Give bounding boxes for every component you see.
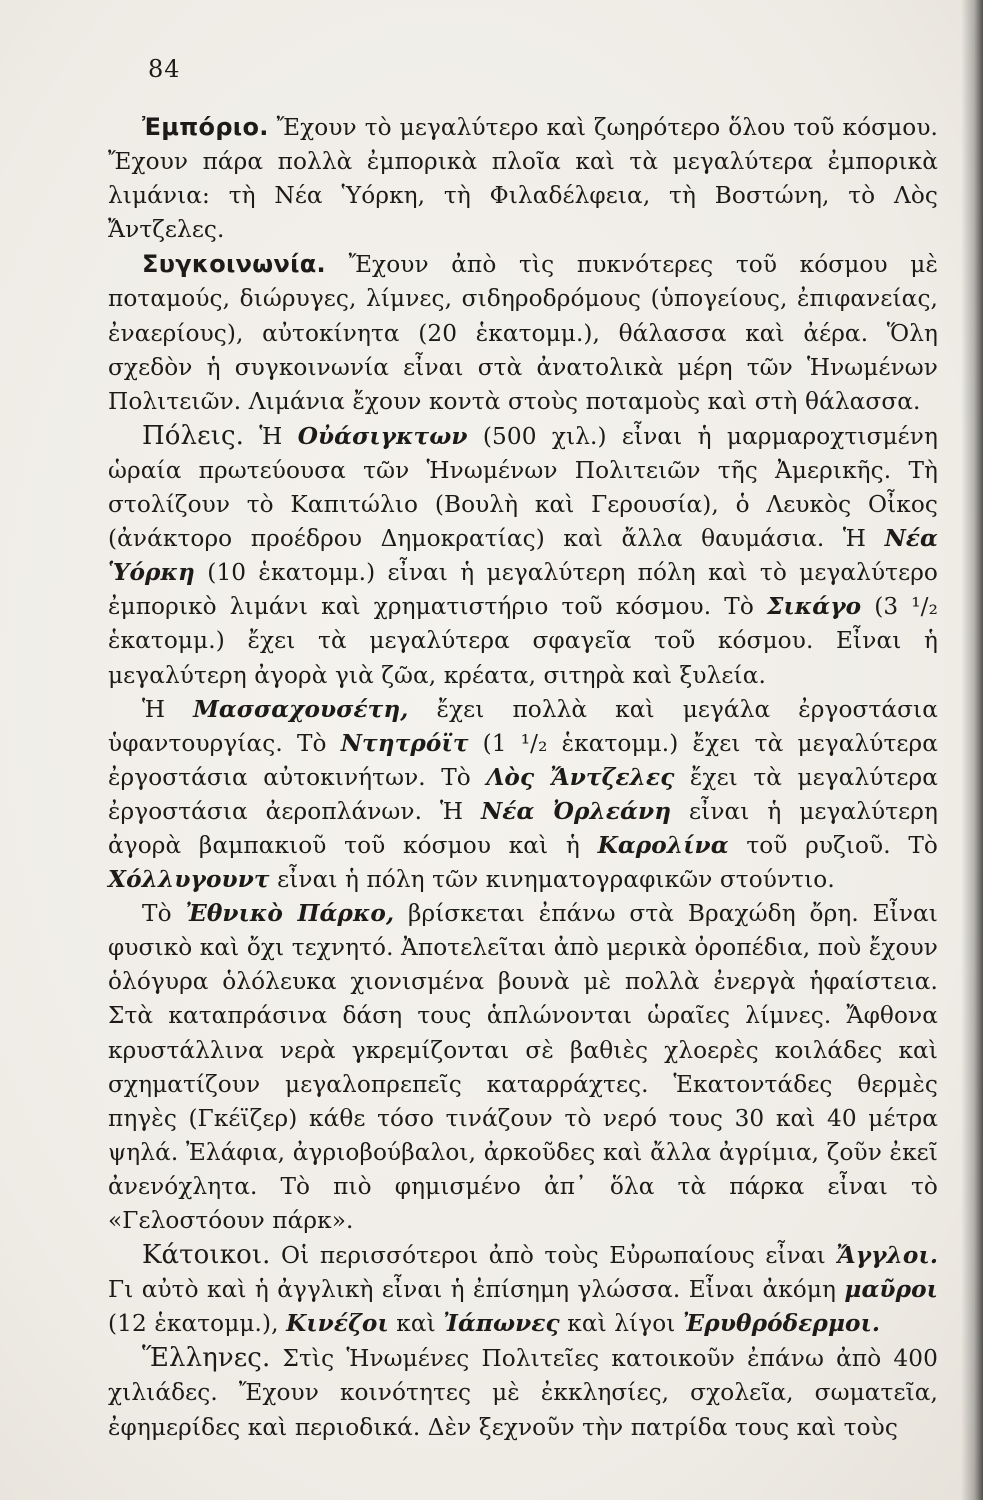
- emphasized-term: Ντητρόϊτ: [340, 729, 469, 757]
- emphasized-term: Χόλλυγουντ: [108, 866, 270, 894]
- text-run: εἶναι ἡ μεγαλύτερη ἀγορὰ βαμπακιοῦ τοῦ κόσμου καὶ ἡ: [108, 797, 939, 859]
- emphasized-term: Καρολίνα: [597, 831, 729, 859]
- text-run: ἔχει πολλὰ καὶ μεγάλα ἐργοστάσια ὑφαντουργίας. Τὸ: [108, 695, 939, 757]
- paragraph: [108, 693, 938, 898]
- text-run: Ἡ: [142, 695, 194, 723]
- text-run: Γι αὐτὸ καὶ ἡ ἀγγλικὴ εἶναι ἡ ἐπίσημη γλώσσα. Εἶναι ἀκόμη: [108, 1276, 845, 1304]
- section-heading: Συγκοινωνία.: [142, 250, 326, 279]
- emphasized-term: Ἄγγλοι.: [836, 1242, 938, 1270]
- emphasized-term: Κινέζοι: [286, 1310, 389, 1338]
- text-run: βρίσκεται ἐπάνω στὰ Βραχώδη ὄρη. Εἶναι φυσικὸ καὶ ὄχι τεχνητό. Ἀποτελεῖται ἀπὸ μερικὰ ὀροπέδια, ποὺ ἔχουν ὁλόγυρα ὁλόλευκα χιονισμένα βουνὰ μὲ πολλὰ ἐνεργὰ ἡφαίστεια. Στὰ καταπράσινα δάση τους ἁπλώνονται ὡραῖες λίμνες. Ἄφθονα κρυστάλλινα νερὰ γκρεμίζονται σὲ βαθιὲς χλοερὲς κοιλάδες καὶ σχηματίζουν μεγαλοπρεπεῖς καταρράχτες. Ἑκατοντάδες θερμὲς πηγὲς (Γκέϊζερ) κάθε τόσο τινάζουν τὸ νερό τους 30 καὶ 40 μέτρα ψηλά. Ἐλάφια, ἀγριοβούβαλοι, ἀρκοῦδες καὶ ἄλλα ἀγρίμια, ζοῦν ἐκεῖ ἀνενόχλητα. Τὸ πιὸ φημισμένο ἀπ᾽ ὅλα τὰ πάρκα εἶναι τὸ «Γελοστόουν πάρκ».: [108, 900, 938, 1234]
- text-run: (500 χιλ.) εἶναι ἡ μαρμαροχτισμένη ὡραία πρωτεύουσα τῶν Ἡνωμένων Πολιτειῶν τῆς Ἀμερικῆς. Τὴ στολίζουν τὸ Καπιτώλιο (Βουλὴ καὶ Γερουσία), ὁ Λευκὸς Οἶκος (ἀνάκτορο προέδρου Δημοκρατίας) καὶ ἄλλα θαυμάσια. Ἡ: [108, 422, 938, 553]
- emphasized-term: Λὸς Ἄντζελες: [486, 763, 675, 791]
- text-run: εἶναι ἡ πόλη τῶν κινηματογραφικῶν στούντιο.: [269, 866, 835, 894]
- paragraph: [108, 110, 938, 247]
- section-heading: Κάτοικοι.: [142, 1240, 271, 1271]
- emphasized-term: Ἰάπωνες: [443, 1310, 560, 1338]
- text-run: ἔχει τὰ μεγαλύτερα ἐργοστάσια ἀεροπλάνων. Ἡ: [108, 763, 938, 825]
- text-run: καὶ λίγοι: [559, 1310, 683, 1338]
- text-run: Ἔχουν τὸ μεγαλύτερο καὶ ζωηρότερο ὅλου τοῦ κόσμου. Ἔχουν πάρα πολλὰ ἐμπορικὰ πλοῖα καὶ τὰ μεγαλύτερα ἐμπορικὰ λιμάνια: τὴ Νέα Ὑόρκη, τὴ Φιλαδέλφεια, τὴ Βοστώνη, τὸ Λὸς Ἄντζελες.: [108, 114, 938, 244]
- section-heading: Ἐμπόριο.: [142, 113, 269, 141]
- paragraph: [108, 897, 938, 1238]
- emphasized-term: Νέα Ὑόρκη: [108, 525, 938, 587]
- text-run: Ἡ: [244, 422, 298, 450]
- text-run: (10 ἑκατομμ.) εἶναι ἡ μεγαλύτερη πόλη καὶ τὸ μεγαλύτερο ἐμπορικὸ λιμάνι καὶ χρηματιστήριο τοῦ κόσμου. Τὸ: [108, 559, 938, 621]
- text-run: Ἔχουν ἀπὸ τὶς πυκνότερες τοῦ κόσμου μὲ ποταμούς, διώρυγες, λίμνες, σιδηροδρόμους (ὑπογείους, ἐπιφανείας, ἐναερίους), αὐτοκίνητα (20 ἑκατομμ.), θάλασσα καὶ ἀέρα. Ὅλη σχεδὸν ἡ συγκοινωνία εἶναι στὰ ἀνατολικὰ μέρη τῶν Ἡνωμένων Πολιτειῶν. Λιμάνια ἔχουν κοντὰ στοὺς ποταμοὺς καὶ στὴ θάλασσα.: [108, 251, 938, 415]
- emphasized-term: μαῦροι: [844, 1276, 938, 1304]
- text-run: καὶ: [388, 1310, 444, 1338]
- paragraph: [108, 419, 938, 693]
- body-text: [108, 110, 938, 1445]
- page-number: 84: [148, 55, 181, 83]
- emphasized-term: Νέα Ὀρλεάνη: [480, 797, 672, 825]
- emphasized-term: Οὐάσιγκτων: [297, 422, 468, 450]
- emphasized-term: Σικάγο: [766, 593, 862, 621]
- paragraph: [108, 1238, 938, 1341]
- emphasized-term: Ἐθνικὸ Πάρκο,: [185, 900, 395, 928]
- text-run: Τὸ: [142, 900, 186, 928]
- text-run: (12 ἑκατομμ.),: [108, 1310, 287, 1338]
- section-heading: Πόλεις.: [142, 420, 244, 451]
- emphasized-term: Ἐρυθρόδερμοι.: [682, 1310, 881, 1338]
- binding-shadow: [961, 0, 983, 1500]
- text-run: Στὶς Ἡνωμένες Πολιτεῖες κατοικοῦν ἐπάνω ἀπὸ 400 χιλιάδες. Ἔχουν κοινότητες μὲ ἐκκλησίες, σχολεῖα, σωματεῖα, ἐφημερίδες καὶ περιοδικά. Δὲν ξεχνοῦν τὴν πατρίδα τους καὶ τοὺς: [108, 1345, 938, 1441]
- emphasized-term: Μασσαχουσέτη,: [193, 695, 409, 723]
- section-heading: Ἕλληνες.: [142, 1343, 271, 1374]
- text-run: (1 ¹/₂ ἑκατομμ.) ἔχει τὰ μεγαλύτερα ἐργοστάσια αὐτοκινήτων. Τὸ: [108, 729, 938, 791]
- text-run: Οἱ περισσότεροι ἀπὸ τοὺς Εὐρωπαίους εἶναι: [270, 1242, 837, 1270]
- paragraph: [108, 247, 938, 418]
- text-run: τοῦ ρυζιοῦ. Τὸ: [728, 831, 938, 859]
- text-run: (3 ¹/₂ ἑκατομμ.) ἔχει τὰ μεγαλύτερα σφαγεῖα τοῦ κόσμου. Εἶναι ἡ μεγαλύτερη ἀγορὰ γιὰ ζῶα, κρέατα, σιτηρὰ καὶ ξυλεία.: [108, 593, 938, 689]
- paragraph: [108, 1341, 938, 1444]
